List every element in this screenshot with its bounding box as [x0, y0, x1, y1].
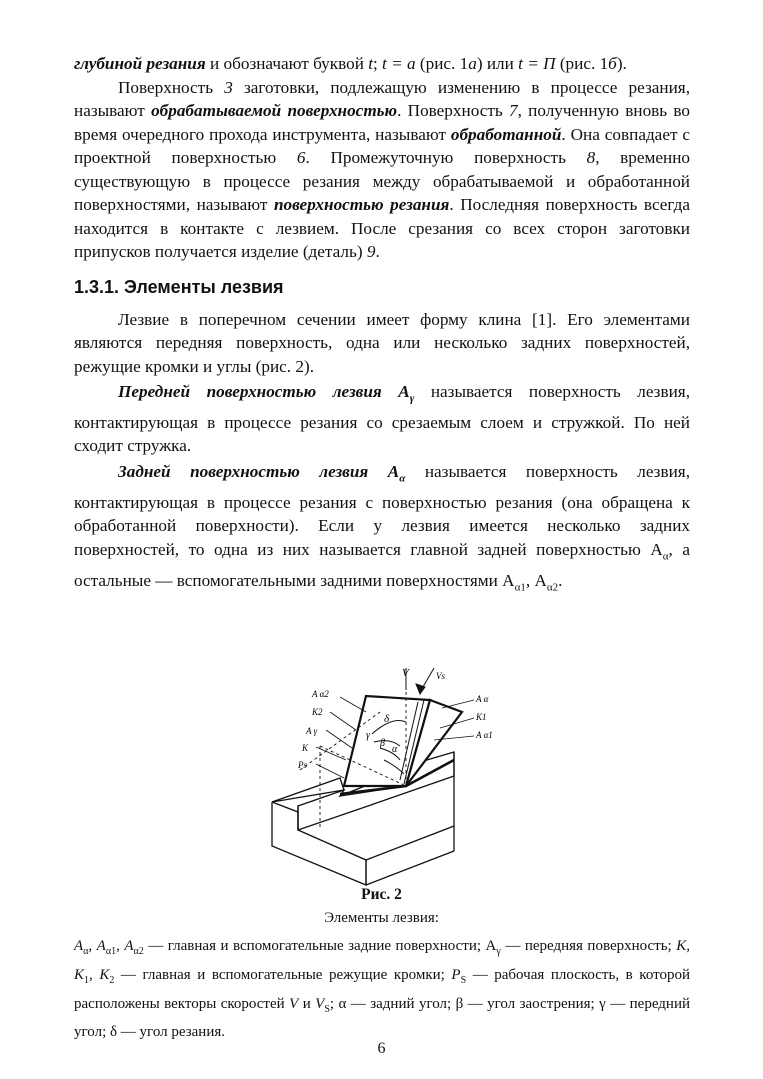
figure-caption: $A_\alpha$, $A_{\alpha 1}$, $A_{\alpha 2}$ — главная и вспомогательные задние поверхности; $A_\gamma$ — передняя поверхность; K, $K_1$, $K_2$ — главная и вспомогательные режущие кромки; $P_S$ — рабочая плоскость, в которой расположены векторы скоростей V и $V_S$; α — задний угол; β — угол заострения; γ — передний угол; δ — угол резания. — [74, 938, 691, 1041]
label-V: V — [402, 667, 409, 679]
label-Vs: Vs — [436, 671, 445, 681]
label-A-gamma: A γ — [306, 726, 318, 736]
section-heading: 1.3.1. Элементы лезвия — [74, 276, 284, 297]
paragraph-surfaces: Поверхность 3 заготовки, подлежащую изменению в процессе резания, называют обрабатываемой поверхностью. Поверхность 7, полученную вновь во время очередного прохода инструмента, называют обработанной. Она совпадает с проектной поверхностью 6. Промежуточную поверхность 8, временно существующую в процессе резания между обрабатываемой и обработанной поверхностями, называют поверхностью резания. Последняя поверхность всегда находится в контакте с лезвием. После срезания со всех сторон заготовки припусков получается изделие (деталь) 9. — [74, 77, 691, 261]
label-delta: δ — [384, 713, 390, 725]
velocity-vectors — [406, 668, 434, 694]
label-K2: K2 — [312, 707, 323, 717]
label-K: K — [302, 743, 309, 753]
label-Ps: Ps — [298, 760, 307, 770]
figure-subtitle: Элементы лезвия: — [324, 910, 439, 926]
blade-elements-figure — [266, 660, 493, 900]
label-beta: β — [380, 738, 385, 749]
page-number: 6 — [377, 1040, 386, 1057]
label-gamma: γ — [366, 730, 370, 741]
paragraph-rake-face: Передней поверхностью лезвия $A_\gamma$ называется поверхность лезвия, контактирующая в процессе резания со срезаемым слоем и стружкой. По ней сходит стружка. — [74, 382, 690, 456]
label-A-alpha2: A α2 — [312, 689, 329, 699]
label-A-alpha: A α — [476, 694, 489, 704]
page-body — [74, 52, 690, 600]
paragraph-flank-face: Задней поверхностью лезвия $A_\alpha$ называется поверхность лезвия, контактирующая в процессе резания с поверхностью резания (она обращена к обработанной поверхности). Если у лезвия имеется несколько задних поверхностей, то одна из них называется главной задней поверхностью $A_\alpha$, а остальные — вспомогательными задними поверхностями $A_{\alpha 1}$, $A_{\alpha 2}$. — [74, 461, 690, 594]
label-A-alpha1: A α1 — [476, 730, 493, 740]
paragraph-blade-intro: Лезвие в поперечном сечении имеет форму клина [1]. Его элементами являются передняя поверхность, одна или несколько задних поверхностей, режущие кромки и углы (рис. 2). — [74, 309, 690, 376]
label-alpha: α — [392, 744, 398, 755]
figure-title: Рис. 2 — [361, 886, 402, 903]
paragraph-depth: глубиной резания и обозначают буквой t; t = a (рис. 1а) или t = П (рис. 1б). — [74, 54, 627, 73]
label-K1: K1 — [476, 712, 487, 722]
